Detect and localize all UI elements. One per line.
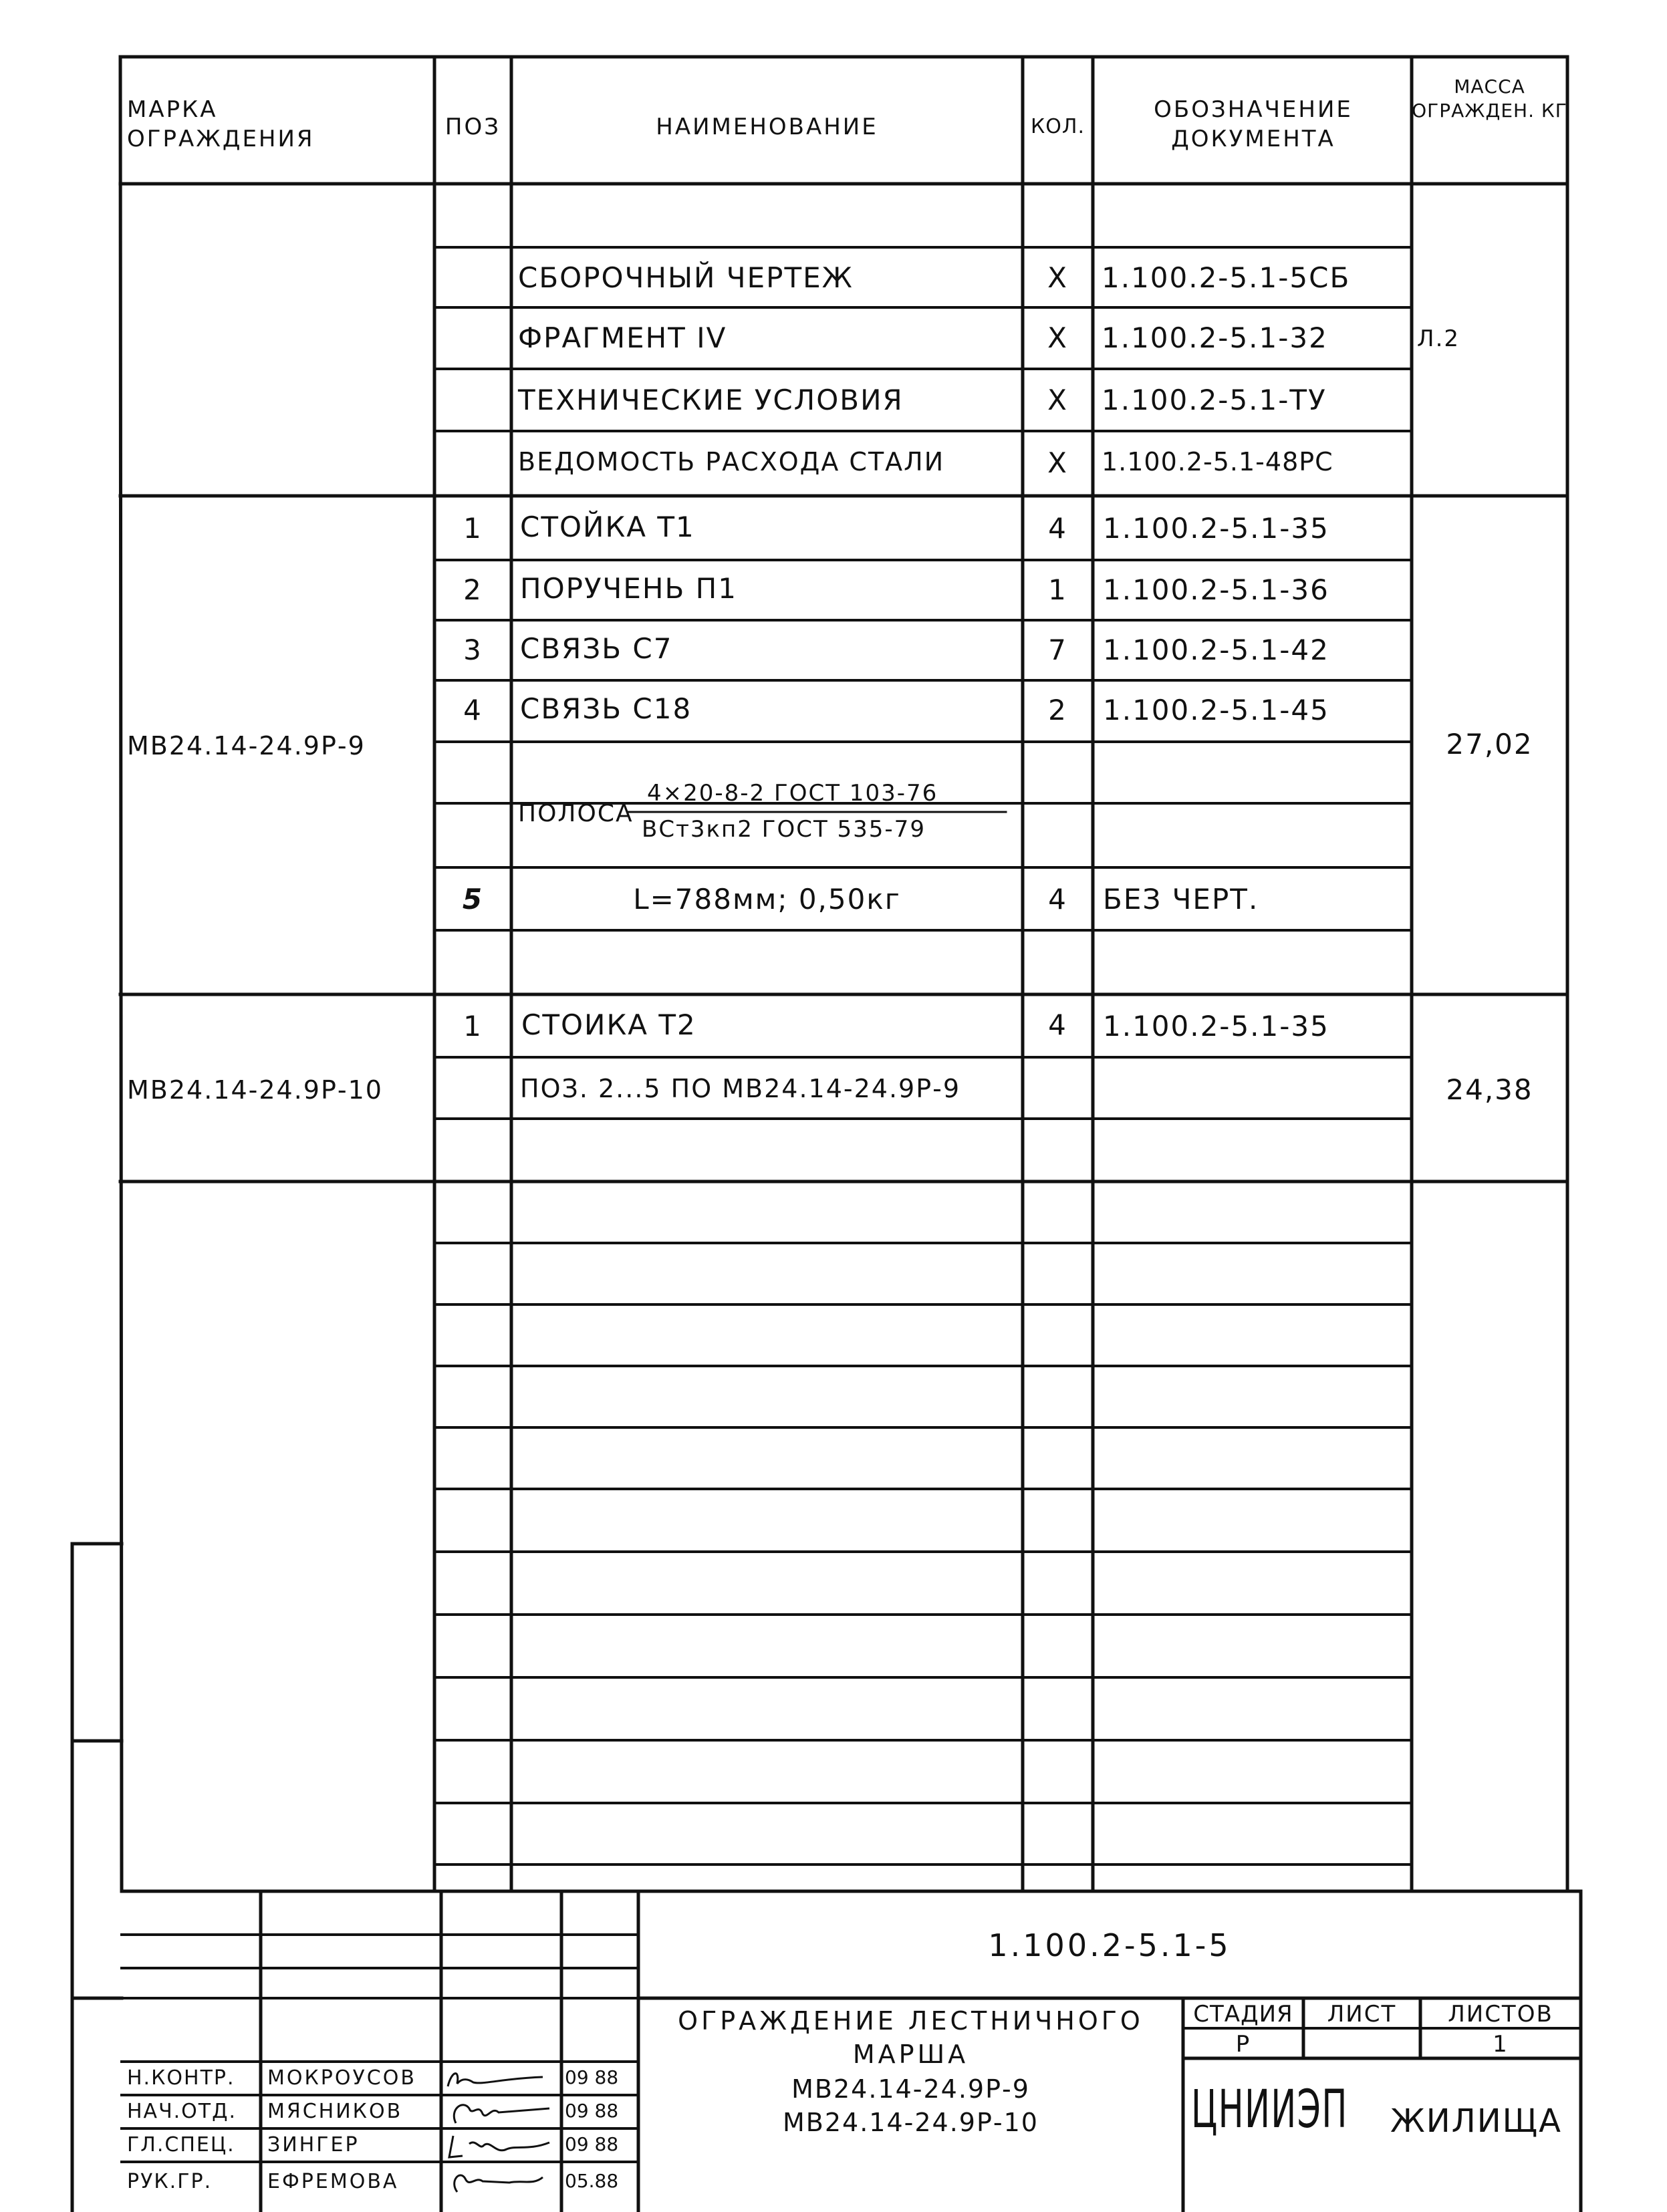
g1-doc-3: 1.100.2-5.1-42 <box>1103 634 1329 666</box>
role-2: НАЧ.ОТД. <box>127 2100 237 2123</box>
strip-label: ПОЛОСА <box>518 800 634 827</box>
g1-qty-2: 1 <box>1048 573 1067 606</box>
stamp-title-4: МВ24.14-24.9Р-10 <box>783 2108 1039 2137</box>
signature-1 <box>442 2064 556 2096</box>
header-qty: КОЛ. <box>1030 115 1085 138</box>
doc-qty-4: Х <box>1047 446 1068 479</box>
doc-qty-3: Х <box>1047 384 1068 416</box>
g2-name-1: СТОИКА Т2 <box>521 1008 696 1041</box>
header-name: НАИМЕНОВАНИЕ <box>656 114 878 140</box>
doc-name-3: ТЕХНИЧЕСКИЕ УСЛОВИЯ <box>518 384 904 416</box>
stage-value: Р <box>1235 2031 1251 2058</box>
org-logo-small: ЖИЛИЩА <box>1390 2102 1562 2140</box>
strip-top: 4×20-8-2 ГОСТ 103-76 <box>647 780 938 807</box>
docs-mass: Л.2 <box>1417 325 1460 352</box>
header-doc: ОБОЗНАЧЕНИЕ ДОКУМЕНТА <box>1154 96 1353 152</box>
signature-2 <box>442 2096 556 2128</box>
g1-qty-1: 4 <box>1048 512 1067 545</box>
g1-doc-4: 1.100.2-5.1-45 <box>1103 694 1329 726</box>
g2-name-2: ПОЗ. 2...5 ПО МВ24.14-24.9Р-9 <box>520 1074 961 1103</box>
org-logo-big: ЦНИИЭП <box>1191 2080 1348 2140</box>
stamp-title-2: МАРША <box>852 2040 969 2069</box>
role-3: ГЛ.СПЕЦ. <box>127 2133 235 2157</box>
g1-qty-3: 7 <box>1048 634 1067 666</box>
g1-pos-2: 2 <box>463 573 483 606</box>
doc-qty-2: Х <box>1047 321 1068 354</box>
sheets-value: 1 <box>1493 2031 1509 2058</box>
doc-code-3: 1.100.2-5.1-ТУ <box>1102 384 1327 416</box>
stage-header: СТАДИЯ <box>1193 2001 1293 2028</box>
header-mark: МАРКА ОГРАЖДЕНИЯ <box>127 96 315 152</box>
signature-3 <box>442 2130 556 2163</box>
sheets-header: ЛИСТОВ <box>1448 2001 1553 2028</box>
person-3: ЗИНГЕР <box>267 2133 360 2157</box>
date-1: 09 88 <box>565 2066 619 2088</box>
signature-4 <box>442 2165 556 2197</box>
person-4: ЕФРЕМОВА <box>267 2170 399 2193</box>
g1-pos-5: 5 <box>462 883 484 916</box>
g1-qty-4: 2 <box>1048 694 1067 726</box>
role-4: РУК.ГР. <box>127 2170 213 2193</box>
date-4: 05.88 <box>565 2170 619 2192</box>
doc-name-4: ВЕДОМОСТЬ РАСХОДА СТАЛИ <box>518 447 945 476</box>
g1-pos-3: 3 <box>463 634 483 666</box>
person-1: МОКРОУСОВ <box>267 2066 416 2090</box>
g1-doc-1: 1.100.2-5.1-35 <box>1103 512 1329 545</box>
group1-mark: МВ24.14-24.9Р-9 <box>127 731 366 761</box>
g1-name-3: СВЯЗЬ С7 <box>520 632 673 665</box>
g1-name-1: СТОЙКА Т1 <box>520 511 695 543</box>
doc-code-2: 1.100.2-5.1-32 <box>1102 321 1328 354</box>
group1-mass: 27,02 <box>1446 728 1533 761</box>
doc-name-1: СБОРОЧНЫЙ ЧЕРТЕЖ <box>518 261 854 294</box>
group2-mass: 24,38 <box>1446 1073 1533 1106</box>
date-3: 09 88 <box>565 2133 619 2155</box>
doc-code-4: 1.100.2-5.1-48РС <box>1102 447 1333 476</box>
header-mass: МАССА ОГРАЖДЕН. КГ <box>1412 76 1567 122</box>
doc-qty-1: Х <box>1047 261 1068 294</box>
role-1: Н.КОНТР. <box>127 2066 235 2090</box>
g1-doc-5: БЕЗ ЧЕРТ. <box>1103 883 1259 916</box>
g1-pos-4: 4 <box>463 694 483 726</box>
doc-name-2: ФРАГМЕНТ IV <box>518 321 727 354</box>
g2-qty-1: 4 <box>1048 1008 1067 1041</box>
doc-code-1: 1.100.2-5.1-5СБ <box>1102 261 1351 294</box>
g2-pos-1: 1 <box>463 1010 483 1043</box>
header-pos: ПОЗ <box>444 114 501 140</box>
g1-name-5: L=788мм; 0,50кг <box>633 883 901 916</box>
g1-pos-1: 1 <box>463 512 483 545</box>
date-2: 09 88 <box>565 2100 619 2122</box>
sheet-header: ЛИСТ <box>1327 2001 1397 2028</box>
g1-name-4: СВЯЗЬ С18 <box>520 692 692 725</box>
stamp-code: 1.100.2-5.1-5 <box>988 1927 1231 1963</box>
g1-qty-5: 4 <box>1048 883 1067 916</box>
person-2: МЯСНИКОВ <box>267 2100 403 2123</box>
group2-mark: МВ24.14-24.9Р-10 <box>127 1075 383 1105</box>
strip-bottom: ВСт3кп2 ГОСТ 535-79 <box>642 816 926 843</box>
stamp-title-1: ОГРАЖДЕНИЕ ЛЕСТНИЧНОГО <box>678 2006 1144 2036</box>
g1-doc-2: 1.100.2-5.1-36 <box>1103 573 1329 606</box>
stamp-title-3: МВ24.14-24.9Р-9 <box>791 2074 1030 2104</box>
g2-doc-1: 1.100.2-5.1-35 <box>1103 1010 1329 1043</box>
g1-name-2: ПОРУЧЕНЬ П1 <box>520 572 737 605</box>
